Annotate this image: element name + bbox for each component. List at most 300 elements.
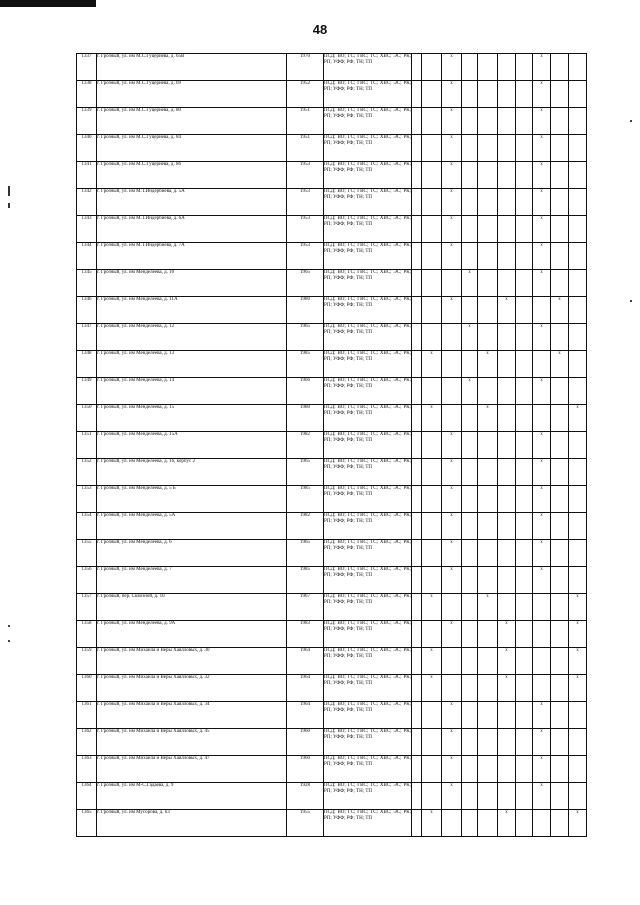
table-row: [77, 513, 587, 540]
mark-cell: [422, 135, 442, 162]
mark-cell: [422, 459, 442, 486]
mark-cell: [516, 756, 533, 783]
table-row: [77, 243, 587, 270]
address-cell: г. Грозный, ул. им Михаила и Веры Хаялловых, д. 45: [97, 729, 287, 756]
table-row: [77, 351, 587, 378]
mark-cell: [442, 675, 462, 702]
mark-cell: [478, 810, 498, 837]
mark-cell: [412, 594, 422, 621]
mark-cell: [569, 486, 587, 513]
mark-cell: [412, 513, 422, 540]
address-cell: г. Грозный, ул. им М.С.Гуцериева, д. 65В: [97, 54, 287, 81]
mark-cell: [551, 648, 569, 675]
mark-cell: [551, 270, 569, 297]
works-list-cell: ПСД; ВО; ГС; ГВС; ТС; ХВС; ЭС; РК; РП; УФФ; РФ; ТН; ТП: [324, 216, 412, 243]
mark-cell: [412, 378, 422, 405]
mark-cell: [516, 513, 533, 540]
works-list-cell: ПСД; ВО; ГС; ГВС; ТС; ХВС; ЭС; РК; РП; УФФ; РФ; ТН; ТП: [324, 783, 412, 810]
address-cell: г. Грозный, ул. им М.С.Гуцериева, д. 69: [97, 81, 287, 108]
mark-cell: [498, 594, 516, 621]
mark-cell: [551, 540, 569, 567]
mark-cell: [569, 540, 587, 567]
mark-cell: [516, 216, 533, 243]
mark-cell: [412, 108, 422, 135]
mark-cell: [551, 378, 569, 405]
table-row: [77, 405, 587, 432]
mark-cell: [412, 756, 422, 783]
works-list-cell: ПСД; ВО; ГС; ГВС; ТС; ХВС; ЭС; РК; РП; УФФ; РФ; ТН; ТП: [324, 432, 412, 459]
mark-cell: [569, 729, 587, 756]
mark-cell: x: [422, 810, 442, 837]
mark-cell: [422, 729, 442, 756]
table-row: [77, 540, 587, 567]
mark-cell: [462, 189, 478, 216]
address-cell: г. Грозный, ул. им Менделеева, д. 6: [97, 540, 287, 567]
works-list-cell: ПСД; ВО; ГС; ГВС; ТС; ХВС; ЭС; РК; РП; УФФ; РФ; ТН; ТП: [324, 459, 412, 486]
row-number: 1362: [77, 729, 97, 756]
mark-cell: x: [478, 405, 498, 432]
row-number: 1352: [77, 459, 97, 486]
year-cell: 1980: [287, 405, 324, 432]
mark-cell: [422, 108, 442, 135]
mark-cell: [569, 216, 587, 243]
table-row: [77, 702, 587, 729]
year-cell: 1982: [287, 513, 324, 540]
address-cell: г. Грозный, ул. им М.Т.Индербиева, д. 7А: [97, 243, 287, 270]
works-list-cell: ПСД; ВО; ГС; ГВС; ТС; ХВС; ЭС; РК; РП; УФФ; РФ; ТН; ТП: [324, 297, 412, 324]
mark-cell: [412, 648, 422, 675]
mark-cell: [478, 108, 498, 135]
mark-cell: [551, 594, 569, 621]
mark-cell: x: [533, 243, 551, 270]
mark-cell: [412, 783, 422, 810]
mark-cell: [498, 189, 516, 216]
mark-cell: x: [533, 567, 551, 594]
address-cell: г. Грозный, ул. им Менделеева, д. 15А: [97, 432, 287, 459]
year-cell: 1953: [287, 162, 324, 189]
address-cell: г. Грозный, ул. им Михаила и Веры Хаялловых, д. 34: [97, 702, 287, 729]
mark-cell: x: [533, 486, 551, 513]
table-row: [77, 216, 587, 243]
mark-cell: x: [462, 378, 478, 405]
mark-cell: [516, 432, 533, 459]
mark-cell: [412, 432, 422, 459]
row-number: 1363: [77, 756, 97, 783]
works-list-cell: ПСД; ВО; ГС; ГВС; ТС; ХВС; ЭС; РК; РП; УФФ; РФ; ТН; ТП: [324, 594, 412, 621]
works-list-cell: ПСД; ВО; ГС; ГВС; ТС; ХВС; ЭС; РК; РП; УФФ; РФ; ТН; ТП: [324, 486, 412, 513]
table-body: [77, 54, 587, 837]
table-row: [77, 459, 587, 486]
works-list-cell: ПСД; ВО; ГС; ГВС; ТС; ХВС; ЭС; РК; РП; УФФ; РФ; ТН; ТП: [324, 81, 412, 108]
year-cell: 1952: [287, 81, 324, 108]
mark-cell: [478, 135, 498, 162]
works-list-cell: ПСД; ВО; ГС; ГВС; ТС; ХВС; ЭС; РК; РП; УФФ; РФ; ТН; ТП: [324, 108, 412, 135]
mark-cell: [516, 351, 533, 378]
mark-cell: [533, 648, 551, 675]
mark-cell: [516, 243, 533, 270]
works-list-cell: ПСД; ВО; ГС; ГВС; ТС; ХВС; ЭС; РК; РП; УФФ; РФ; ТН; ТП: [324, 567, 412, 594]
mark-cell: [478, 567, 498, 594]
table-row: [77, 270, 587, 297]
mark-cell: [516, 135, 533, 162]
mark-cell: [516, 81, 533, 108]
mark-cell: [478, 486, 498, 513]
mark-cell: [569, 756, 587, 783]
row-number: 1348: [77, 351, 97, 378]
mark-cell: [516, 675, 533, 702]
row-number: 1354: [77, 513, 97, 540]
address-cell: г. Грозный, ул. им М.Т.Индербиева, д. 6А: [97, 216, 287, 243]
mark-cell: [478, 297, 498, 324]
address-cell: г. Грозный, ул. им Михаила и Веры Хаялловых, д. 32: [97, 675, 287, 702]
mark-cell: x: [442, 54, 462, 81]
year-cell: 1964: [287, 675, 324, 702]
mark-cell: [422, 297, 442, 324]
address-cell: г. Грозный, ул. им Михаила и Веры Хаялловых, д. 47: [97, 756, 287, 783]
mark-cell: [422, 54, 442, 81]
mark-cell: [422, 486, 442, 513]
mark-cell: [516, 189, 533, 216]
row-number: 1345: [77, 270, 97, 297]
works-list-cell: ПСД; ВО; ГС; ГВС; ТС; ХВС; ЭС; РК; РП; УФФ; РФ; ТН; ТП: [324, 621, 412, 648]
mark-cell: [442, 270, 462, 297]
mark-cell: [516, 297, 533, 324]
row-number: 1360: [77, 675, 97, 702]
mark-cell: [442, 594, 462, 621]
mark-cell: x: [422, 594, 442, 621]
table-row: [77, 189, 587, 216]
year-cell: 1951: [287, 135, 324, 162]
mark-cell: [422, 702, 442, 729]
row-number: 1339: [77, 108, 97, 135]
mark-cell: [478, 540, 498, 567]
mark-cell: [551, 729, 569, 756]
year-cell: 1928: [287, 783, 324, 810]
mark-cell: [551, 567, 569, 594]
mark-cell: [422, 324, 442, 351]
table-row: [77, 621, 587, 648]
year-cell: 1966: [287, 378, 324, 405]
mark-cell: x: [442, 783, 462, 810]
table-row: [77, 432, 587, 459]
mark-cell: [498, 756, 516, 783]
mark-cell: [516, 162, 533, 189]
mark-cell: [516, 378, 533, 405]
mark-cell: [478, 729, 498, 756]
works-list-cell: ПСД; ВО; ГС; ГВС; ТС; ХВС; ЭС; РК; РП; УФФ; РФ; ТН; ТП: [324, 513, 412, 540]
table-row: [77, 648, 587, 675]
mark-cell: [516, 54, 533, 81]
year-cell: 1983: [287, 621, 324, 648]
mark-cell: [412, 162, 422, 189]
year-cell: 1964: [287, 702, 324, 729]
mark-cell: [551, 108, 569, 135]
year-cell: 1953: [287, 216, 324, 243]
table-row: [77, 486, 587, 513]
year-cell: 1985: [287, 486, 324, 513]
mark-cell: [422, 189, 442, 216]
works-list-cell: ПСД; ВО; ГС; ГВС; ТС; ХВС; ЭС; РК; РП; УФФ; РФ; ТН; ТП: [324, 189, 412, 216]
year-cell: 1982: [287, 432, 324, 459]
mark-cell: [498, 729, 516, 756]
row-number: 1346: [77, 297, 97, 324]
mark-cell: [422, 540, 442, 567]
mark-cell: [462, 675, 478, 702]
mark-cell: x: [533, 756, 551, 783]
mark-cell: x: [442, 432, 462, 459]
address-cell: г. Грозный, ул. им Менделеева, д. 5 Б: [97, 486, 287, 513]
table-row: [77, 810, 587, 837]
year-cell: 1970: [287, 54, 324, 81]
mark-cell: [478, 189, 498, 216]
mark-cell: x: [569, 810, 587, 837]
mark-cell: x: [533, 729, 551, 756]
mark-cell: [498, 405, 516, 432]
mark-cell: [478, 621, 498, 648]
address-cell: г. Грозный, ул. им М-С.Гадаева, д. 9: [97, 783, 287, 810]
row-number: 1342: [77, 189, 97, 216]
mark-cell: [516, 567, 533, 594]
mark-cell: x: [551, 297, 569, 324]
address-cell: г. Грозный, ул. им Менделеева, д. 7: [97, 567, 287, 594]
scan-dot: [8, 640, 10, 642]
mark-cell: [551, 513, 569, 540]
mark-cell: x: [442, 486, 462, 513]
mark-cell: [498, 108, 516, 135]
mark-cell: [478, 270, 498, 297]
mark-cell: [478, 675, 498, 702]
mark-cell: [442, 378, 462, 405]
mark-cell: [462, 216, 478, 243]
table-row: [77, 567, 587, 594]
housing-register-table: [76, 53, 587, 837]
mark-cell: x: [533, 108, 551, 135]
mark-cell: x: [442, 108, 462, 135]
mark-cell: [412, 621, 422, 648]
mark-cell: [442, 810, 462, 837]
works-list-cell: ПСД; ВО; ГС; ГВС; ТС; ХВС; ЭС; РК; РП; УФФ; РФ; ТН; ТП: [324, 324, 412, 351]
address-cell: г. Грозный, ул. им Менделеева, д. 12: [97, 324, 287, 351]
mark-cell: x: [498, 675, 516, 702]
mark-cell: [533, 621, 551, 648]
mark-cell: x: [533, 81, 551, 108]
mark-cell: [516, 810, 533, 837]
mark-cell: [551, 810, 569, 837]
mark-cell: x: [442, 513, 462, 540]
mark-cell: [412, 810, 422, 837]
mark-cell: [498, 540, 516, 567]
mark-cell: [551, 243, 569, 270]
mark-cell: x: [533, 783, 551, 810]
mark-cell: [533, 594, 551, 621]
mark-cell: [422, 567, 442, 594]
works-list-cell: ПСД; ВО; ГС; ГВС; ТС; ХВС; ЭС; РК; РП; УФФ; РФ; ТН; ТП: [324, 810, 412, 837]
address-cell: г. Грозный, ул. им Менделеева, д. 15: [97, 405, 287, 432]
mark-cell: [533, 351, 551, 378]
mark-cell: x: [422, 405, 442, 432]
mark-cell: [516, 540, 533, 567]
mark-cell: [478, 648, 498, 675]
mark-cell: x: [462, 270, 478, 297]
mark-cell: [478, 432, 498, 459]
year-cell: 1980: [287, 297, 324, 324]
address-cell: г. Грозный, ул. им Михаила и Веры Хаялловых, д. 30: [97, 648, 287, 675]
mark-cell: [516, 405, 533, 432]
mark-cell: x: [533, 54, 551, 81]
mark-cell: x: [442, 216, 462, 243]
mark-cell: [516, 648, 533, 675]
mark-cell: [569, 378, 587, 405]
mark-cell: [551, 486, 569, 513]
mark-cell: [498, 702, 516, 729]
year-cell: 1953: [287, 189, 324, 216]
mark-cell: [498, 162, 516, 189]
mark-cell: [462, 54, 478, 81]
table-row: [77, 594, 587, 621]
row-number: 1340: [77, 135, 97, 162]
mark-cell: [412, 405, 422, 432]
works-list-cell: ПСД; ВО; ГС; ГВС; ТС; ХВС; ЭС; РК; РП; УФФ; РФ; ТН; ТП: [324, 540, 412, 567]
row-number: 1359: [77, 648, 97, 675]
mark-cell: [551, 432, 569, 459]
mark-cell: [569, 351, 587, 378]
mark-cell: [422, 432, 442, 459]
mark-cell: [462, 648, 478, 675]
mark-cell: [569, 459, 587, 486]
year-cell: 1985: [287, 351, 324, 378]
mark-cell: [516, 702, 533, 729]
row-number: 1344: [77, 243, 97, 270]
mark-cell: [422, 216, 442, 243]
mark-cell: [551, 405, 569, 432]
mark-cell: [498, 459, 516, 486]
table-row: [77, 162, 587, 189]
mark-cell: x: [422, 675, 442, 702]
address-cell: г. Грозный, ул. им Менделеева, д. 16, корпус 2: [97, 459, 287, 486]
mark-cell: x: [569, 648, 587, 675]
mark-cell: [462, 108, 478, 135]
mark-cell: x: [533, 135, 551, 162]
mark-cell: [478, 513, 498, 540]
mark-cell: [569, 783, 587, 810]
table-row: [77, 675, 587, 702]
mark-cell: x: [533, 270, 551, 297]
row-number: 1358: [77, 621, 97, 648]
mark-cell: [422, 621, 442, 648]
mark-cell: [478, 216, 498, 243]
row-number: 1350: [77, 405, 97, 432]
mark-cell: [462, 810, 478, 837]
table-row: [77, 54, 587, 81]
works-list-cell: ПСД; ВО; ГС; ГВС; ТС; ХВС; ЭС; РК; РП; УФФ; РФ; ТН; ТП: [324, 135, 412, 162]
mark-cell: [412, 729, 422, 756]
year-cell: 1965: [287, 324, 324, 351]
mark-cell: [442, 324, 462, 351]
mark-cell: [422, 378, 442, 405]
mark-cell: [569, 567, 587, 594]
mark-cell: [412, 486, 422, 513]
mark-cell: [478, 702, 498, 729]
mark-cell: x: [422, 351, 442, 378]
mark-cell: x: [533, 162, 551, 189]
mark-cell: [462, 351, 478, 378]
mark-cell: [569, 702, 587, 729]
mark-cell: [533, 297, 551, 324]
table-row: [77, 135, 587, 162]
mark-cell: x: [569, 675, 587, 702]
mark-cell: [551, 459, 569, 486]
row-number: 1337: [77, 54, 97, 81]
mark-cell: [478, 324, 498, 351]
mark-cell: x: [533, 432, 551, 459]
mark-cell: [551, 702, 569, 729]
row-number: 1347: [77, 324, 97, 351]
address-cell: г. Грозный, ул. им М.С.Гуцериева, д. 86: [97, 162, 287, 189]
address-cell: г. Грозный, ул. им М.С.Гуцериева, д. 84: [97, 135, 287, 162]
mark-cell: [478, 54, 498, 81]
mark-cell: [412, 189, 422, 216]
table-row: [77, 108, 587, 135]
mark-cell: [412, 297, 422, 324]
mark-cell: x: [442, 135, 462, 162]
mark-cell: x: [498, 648, 516, 675]
scan-mark: [8, 186, 10, 196]
mark-cell: [516, 594, 533, 621]
mark-cell: [516, 621, 533, 648]
row-number: 1349: [77, 378, 97, 405]
year-cell: 1985: [287, 567, 324, 594]
address-cell: г. Грозный, ул. им Менделеева, д. 13: [97, 351, 287, 378]
row-number: 1356: [77, 567, 97, 594]
mark-cell: x: [533, 702, 551, 729]
address-cell: г. Грозный, ул. им Менделеева, д. 11А: [97, 297, 287, 324]
address-cell: г. Грозный, ул. им Мусорова, д. 63: [97, 810, 287, 837]
mark-cell: x: [533, 459, 551, 486]
address-cell: г. Грозный, ул. им Менделеева, д. 10: [97, 270, 287, 297]
mark-cell: [412, 216, 422, 243]
mark-cell: [422, 81, 442, 108]
mark-cell: [422, 783, 442, 810]
mark-cell: [462, 567, 478, 594]
mark-cell: [551, 756, 569, 783]
mark-cell: [551, 216, 569, 243]
mark-cell: [412, 270, 422, 297]
mark-cell: [462, 243, 478, 270]
mark-cell: x: [478, 594, 498, 621]
mark-cell: [478, 243, 498, 270]
mark-cell: x: [551, 351, 569, 378]
mark-cell: [551, 162, 569, 189]
mark-cell: [462, 432, 478, 459]
mark-cell: x: [442, 756, 462, 783]
mark-cell: [533, 675, 551, 702]
mark-cell: [462, 81, 478, 108]
year-cell: 1955: [287, 810, 324, 837]
scan-dot: [630, 120, 632, 122]
mark-cell: [569, 162, 587, 189]
mark-cell: [462, 405, 478, 432]
mark-cell: [569, 108, 587, 135]
scan-mark: [8, 203, 10, 208]
mark-cell: [412, 135, 422, 162]
mark-cell: [478, 81, 498, 108]
works-list-cell: ПСД; ВО; ГС; ГВС; ТС; ХВС; ЭС; РК; РП; УФФ; РФ; ТН; ТП: [324, 270, 412, 297]
works-list-cell: ПСД; ВО; ГС; ГВС; ТС; ХВС; ЭС; РК; РП; УФФ; РФ; ТН; ТП: [324, 702, 412, 729]
mark-cell: [478, 459, 498, 486]
mark-cell: x: [462, 324, 478, 351]
mark-cell: [412, 459, 422, 486]
mark-cell: [462, 783, 478, 810]
